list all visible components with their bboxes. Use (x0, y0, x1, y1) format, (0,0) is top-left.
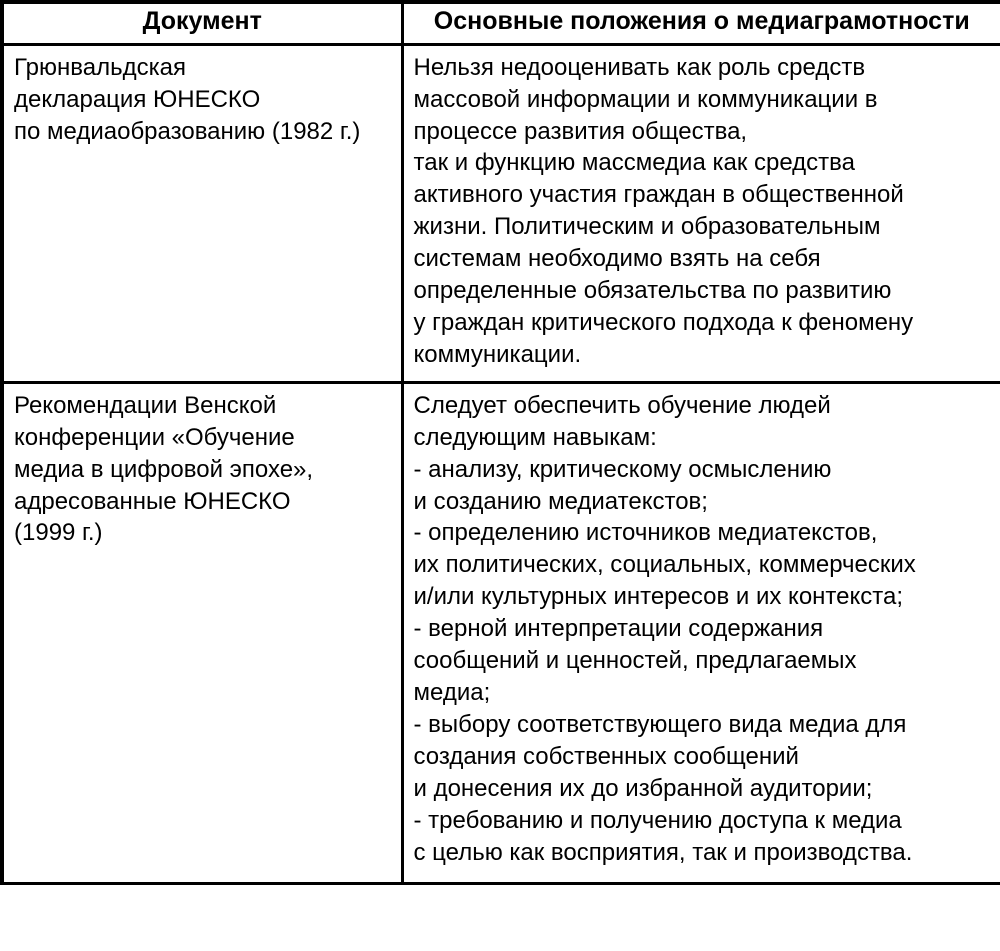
text-line: Рекомендации Венской (14, 391, 277, 419)
text-line: коммуникации. (413, 340, 582, 368)
text-line: активного участия граждан в общественной (413, 181, 904, 209)
text-line: массовой информации и коммуникации в (413, 85, 878, 113)
column-header-document: Документ (2, 2, 402, 44)
text-line: системам необходимо взять на себя (413, 245, 821, 273)
text-line: создания собственных сообщений (413, 742, 799, 770)
text-line: Грюнвальдская (14, 53, 186, 81)
text-line: декларация ЮНЕСКО (14, 85, 261, 113)
text-line: жизни. Политическим и образовательным (413, 213, 881, 241)
table-header-row (2, 2, 1000, 44)
text-line: сообщений и ценностей, предлагаемых (413, 647, 857, 675)
text-line: по медиаобразованию (1982 г.) (14, 117, 361, 145)
text-line: их политических, социальных, коммерческих (413, 551, 916, 579)
cell-points-2 (402, 382, 1000, 884)
text-line: определенные обязательства по развитию (413, 277, 892, 305)
table-row (2, 382, 1000, 884)
column-header-key-points: Основные положения о медиаграмотности (402, 2, 1000, 44)
text-line: адресованные ЮНЕСКО (14, 487, 291, 515)
text-line: так и функцию массмедиа как средства (413, 149, 855, 177)
text-line: конференции «Обучение (14, 423, 295, 451)
text-line: медиа; (413, 678, 491, 706)
cell-document-2 (2, 382, 402, 884)
text-line: у граждан критического подхода к феномену (413, 309, 914, 336)
text-line: с целью как восприятия, так и производства. (413, 838, 913, 866)
text-line: (1999 г.) (14, 519, 103, 547)
text-line: и/или культурных интересов и их контекста; (413, 583, 904, 611)
text-line: Нельзя недооценивать как роль средств (413, 53, 866, 81)
text-line: следующим навыкам: (413, 423, 657, 451)
text-line: - требованию и получению доступа к медиа (413, 806, 902, 834)
text-line: - выбору соответствующего вида медиа для (413, 710, 907, 738)
text-line: процессе развития общества, (413, 117, 748, 145)
text-line: - определению источников медиатекстов, (413, 519, 878, 547)
text-line: - анализу, критическому осмыслению (413, 455, 832, 483)
text-line: медиа в цифровой эпохе», (14, 455, 314, 483)
text-line: - верной интерпретации содержания (413, 615, 824, 643)
text-line: и созданию медиатекстов; (413, 487, 708, 515)
text-line: Следует обеспечить обучение людей (413, 391, 831, 419)
cell-document-1 (2, 44, 402, 382)
cell-points-1 (402, 44, 1000, 382)
text-line: и донесения их до избранной аудитории; (413, 774, 873, 802)
table-row (2, 44, 1000, 382)
